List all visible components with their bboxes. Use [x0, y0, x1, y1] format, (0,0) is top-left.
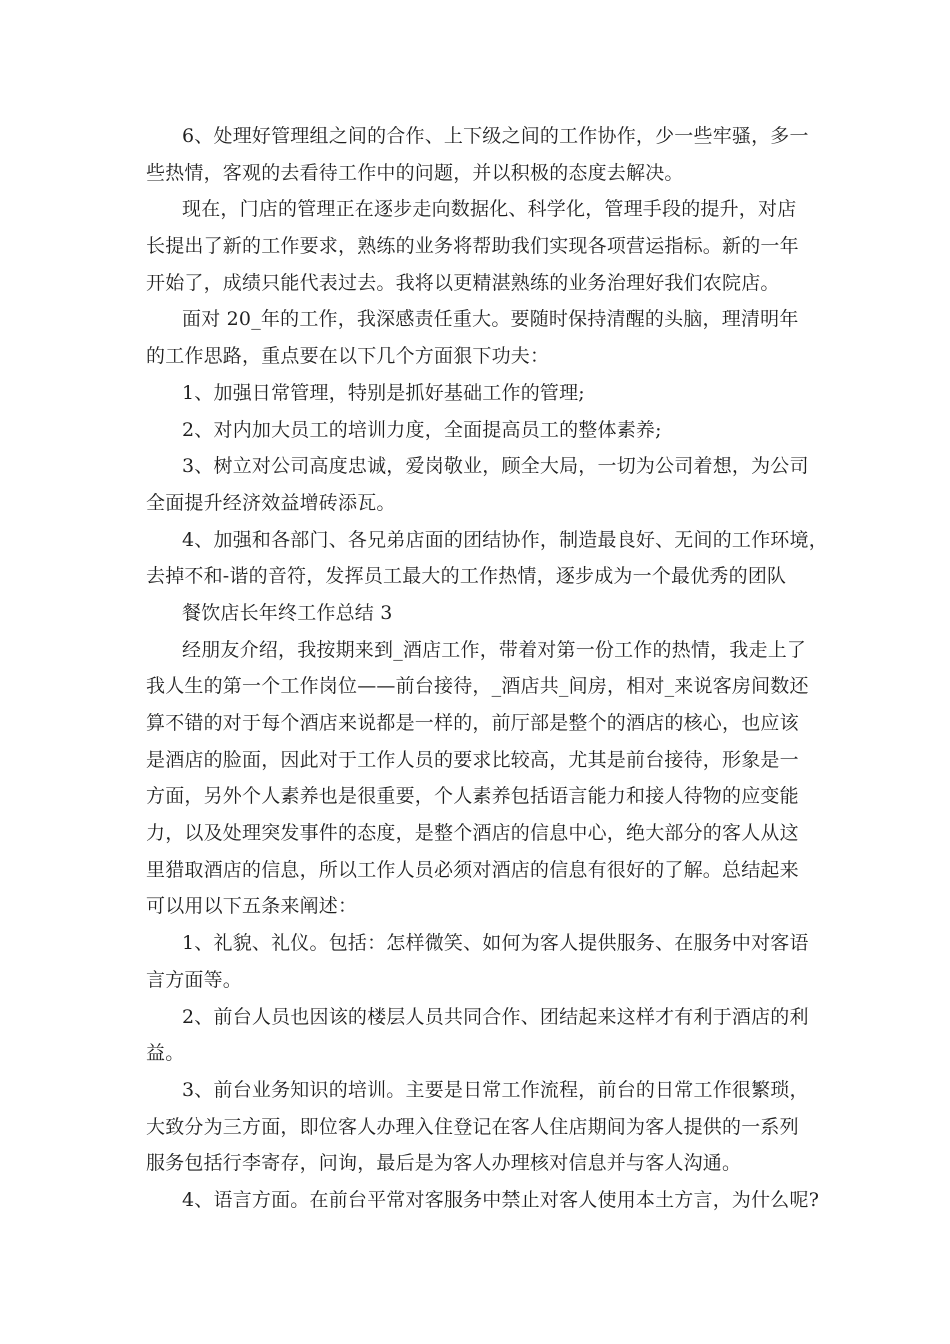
list-item: 1、加强日常管理，特别是抓好基础工作的管理;: [182, 381, 585, 404]
text-line: 我人生的第一个工作岗位——前台接待，_酒店共_间房，相对_来说客房间数还: [146, 675, 809, 698]
text-line: 长提出了新的工作要求，熟练的业务将帮助我们实现各项营运指标。新的一年: [146, 235, 799, 258]
text-line: 经朋友介绍，我按期来到_酒店工作，带着对第一份工作的热情，我走上了: [182, 638, 807, 661]
list-item: 3、前台业务知识的培训。主要是日常工作流程，前台的日常工作很繁琐，: [182, 1078, 809, 1101]
section-heading: 餐饮店长年终工作总结 3: [182, 601, 393, 624]
text-line: 全面提升经济效益增砖添瓦。: [146, 491, 396, 514]
list-item: 2、前台人员也因该的楼层人员共同合作、团结起来这样才有利于酒店的利: [182, 1005, 809, 1028]
text-line: 大致分为三方面，即位客人办理入住登记在客人住店期间为客人提供的一系列: [146, 1115, 799, 1138]
text-line: 开始了，成绩只能代表过去。我将以更精湛熟练的业务治理好我们农院店。: [146, 271, 780, 294]
list-item: 2、对内加大员工的培训力度，全面提高员工的整体素养;: [182, 418, 662, 441]
text-line: 的工作思路，重点要在以下几个方面狠下功夫：: [146, 345, 550, 368]
text-line: 去掉不和-谐的音符，发挥员工最大的工作热情，逐步成为一个最优秀的团队: [146, 565, 787, 588]
list-item: 4、加强和各部门、各兄弟店面的团结协作，制造最良好、无间的工作环境，: [182, 528, 828, 551]
text-line: 服务包括行李寄存，问询，最后是为客人办理核对信息并与客人沟通。: [146, 1152, 742, 1175]
text-line: 方面，另外个人素养也是很重要，个人素养包括语言能力和接人待物的应变能: [146, 785, 799, 808]
document-body: [146, 118, 826, 1219]
text-line: 里猎取酒店的信息，所以工作人员必须对酒店的信息有很好的了解。总结起来: [146, 858, 799, 881]
text-line: 些热情，客观的去看待工作中的问题，并以积极的态度去解决。: [146, 161, 684, 184]
list-item: 4、语言方面。在前台平常对客服务中禁止对客人使用本土方言，为什么呢?: [182, 1188, 820, 1211]
text-line: 力，以及处理突发事件的态度，是整个酒店的信息中心，绝大部分的客人从这: [146, 822, 799, 845]
text-line: 6、处理好管理组之间的合作、上下级之间的工作协作，少一些牢骚，多一: [182, 125, 809, 147]
list-item: 1、礼貌、礼仪。包括：怎样微笑、如何为客人提供服务、在服务中对客语: [182, 932, 809, 955]
text-line: 言方面等。: [146, 968, 243, 991]
text-line: 可以用以下五条来阐述：: [146, 895, 358, 918]
text-line: 面对 20_年的工作，我深感责任重大。要随时保持清醒的头脑，理清明年: [182, 308, 799, 331]
text-line: 是酒店的脸面，因此对于工作人员的要求比较高，尤其是前台接待，形象是一: [146, 748, 799, 771]
text-line: 算不错的对于每个酒店来说都是一样的，前厅部是整个的酒店的核心，也应该: [146, 712, 799, 734]
text-line: 益。: [146, 1042, 185, 1065]
text-line: 现在，门店的管理正在逐步走向数据化、科学化，管理手段的提升，对店: [182, 198, 797, 221]
list-item: 3、树立对公司高度忠诚，爱岗敬业，顾全大局，一切为公司着想，为公司: [182, 455, 809, 478]
